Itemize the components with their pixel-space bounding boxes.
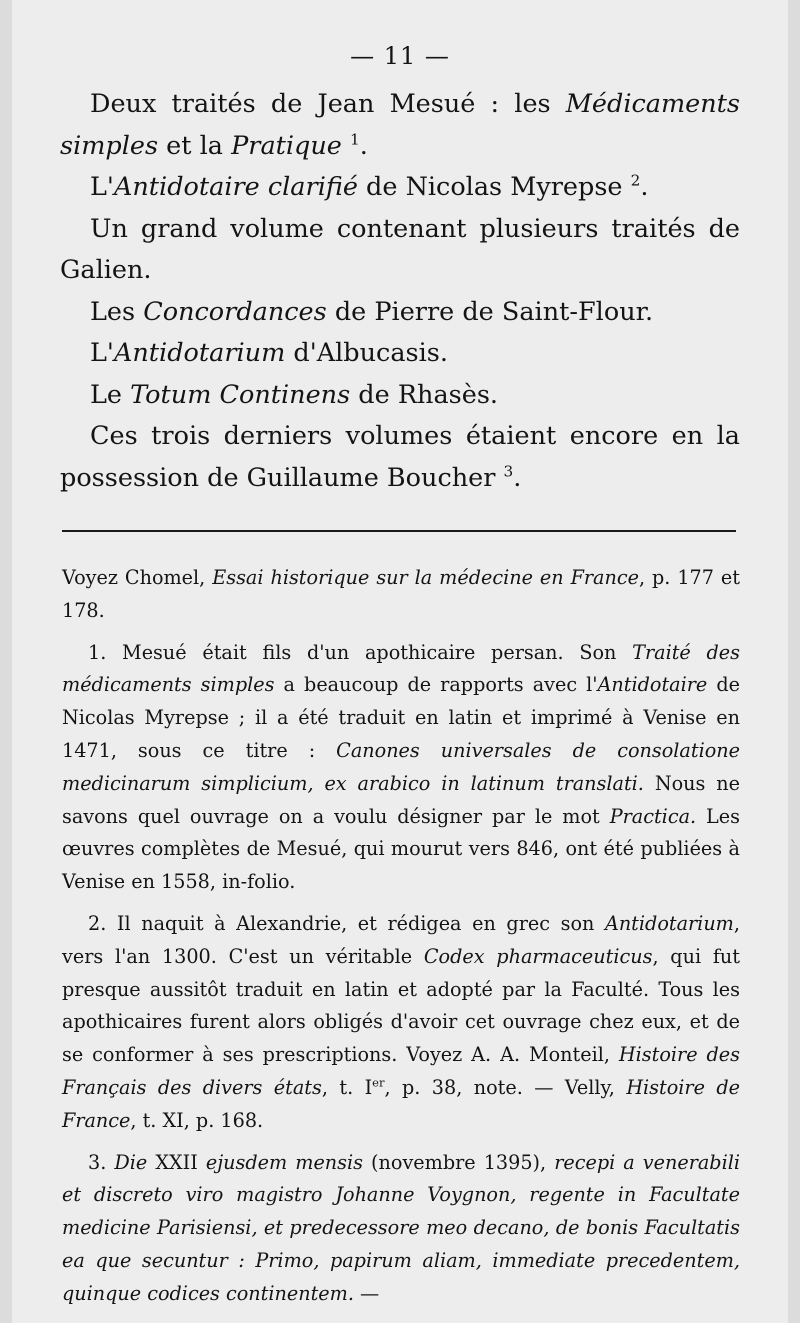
text-run: , t. I: [321, 1075, 373, 1099]
note-call: 3: [503, 462, 514, 480]
text-run: XXII: [147, 1150, 206, 1174]
footnotes-block: [62, 562, 740, 1311]
text-run: L': [90, 172, 114, 202]
text-run: Nous ne savons quel ouvrage on a voulu désigner par le mot: [62, 771, 740, 828]
text-paragraph: [60, 375, 740, 417]
text-run: .: [640, 172, 649, 202]
note-call: er: [372, 1075, 385, 1090]
text-run: L': [90, 338, 114, 368]
italic-text: Concordances: [143, 296, 327, 327]
text-run: de Nicolas Myrepse: [357, 172, 631, 202]
italic-text: Antidotarium: [604, 911, 734, 935]
footnote: [62, 1147, 740, 1311]
text-paragraph: [60, 292, 740, 334]
text-run: 1. Mesué était fils d'un apothicaire persan. Son: [88, 640, 633, 664]
text-run: .: [359, 130, 368, 161]
italic-text: Codex pharmaceuticus: [423, 944, 653, 968]
text-run: de Pierre de Saint-Flour.: [326, 296, 654, 327]
italic-text: Histoire des Français des divers états: [62, 1043, 740, 1099]
text-paragraph: [60, 333, 740, 375]
text-run: , qui fut presque aussitôt traduit en latin et adopté par la Faculté. Tous les apothicaires furent alors obligés d'avoir cet ouvrage chez eux, et de se conformer à ses prescriptions. Voyez A. A. Monteil,: [62, 944, 740, 1067]
italic-text: Traité des médicaments simples: [62, 640, 740, 697]
text-run: et la: [158, 130, 232, 161]
italic-text: Médicaments simples: [60, 89, 740, 161]
italic-text: Antidotarium: [113, 338, 286, 368]
book-page: [12, 0, 788, 1323]
text-run: , t. XI, p. 168.: [130, 1108, 264, 1132]
page-number: — 11 —: [350, 42, 450, 70]
text-run: Les œuvres complètes de Mesué, qui mourut vers 846, ont été publiées à Venise en 1558, in-folio.: [62, 804, 740, 894]
note-call: 1: [350, 130, 360, 148]
italic-text: Essai historique sur la médecine en France: [212, 566, 639, 589]
italic-text: Canones universales de consolatione medicinarum simplicium, ex arabico in latinum translati.: [62, 738, 740, 795]
italic-text: Die: [114, 1150, 148, 1174]
text-run: Un grand volume contenant plusieurs traités de Galien.: [60, 213, 740, 285]
text-run: Deux traités de Jean Mesué : les: [90, 89, 566, 119]
text-run: , p. 38, note. — Velly,: [384, 1075, 627, 1099]
text-run: , vers l'an 1300. C'est un véritable: [62, 911, 740, 968]
italic-text: Practica.: [609, 804, 697, 828]
text-paragraph: [60, 84, 740, 167]
main-text: [60, 84, 740, 499]
text-paragraph: [60, 416, 740, 499]
text-run: [342, 131, 350, 161]
italic-text: Totum Continens: [130, 379, 351, 410]
text-run: Le: [90, 379, 131, 410]
text-run: Ces trois derniers volumes étaient encore en la possession de Guillaume Boucher: [60, 421, 740, 493]
italic-text: recepi a venerabili et discreto viro magistro Johanne Voygnon, regente in Facultate medicine Parisiensi, et predecessore meo decano, de bonis Facultatis ea que secuntur : Primo, papirum aliam, immediate precedentem, quinque codices continentem.: [62, 1150, 740, 1305]
italic-text: Pratique: [231, 130, 342, 161]
text-paragraph: [60, 209, 740, 292]
footnote-separator-rule: [62, 530, 736, 532]
text-run: 2. Il naquit à Alexandrie, et rédigea en grec son: [88, 911, 605, 935]
italic-text: Antidotaire: [597, 673, 708, 697]
text-run: , p. 177 et 178.: [62, 566, 740, 622]
text-run: d'Albucasis.: [285, 338, 448, 368]
text-run: (novembre 1395),: [363, 1150, 555, 1174]
italic-text: Antidotaire clarifié: [113, 172, 358, 202]
text-paragraph: [60, 167, 740, 209]
footnote: [62, 908, 740, 1138]
note-call: 2: [630, 171, 641, 190]
italic-text: Histoire de France: [62, 1075, 740, 1132]
text-run: 3.: [88, 1150, 115, 1174]
text-run: a beaucoup de rapports avec l': [274, 673, 598, 697]
text-run: .: [513, 462, 522, 493]
footnote-intro: [62, 562, 740, 628]
footnote: [62, 637, 740, 899]
text-run: Voyez Chomel,: [62, 566, 213, 589]
italic-text: ejusdem mensis: [205, 1150, 363, 1174]
text-run: Les: [90, 296, 144, 327]
text-run: de Rhasès.: [350, 379, 499, 410]
text-run: —: [353, 1281, 380, 1305]
text-run: de Nicolas Myrepse ; il a été traduit en latin et imprimé à Venise en 1471, sous ce titre :: [62, 673, 740, 762]
